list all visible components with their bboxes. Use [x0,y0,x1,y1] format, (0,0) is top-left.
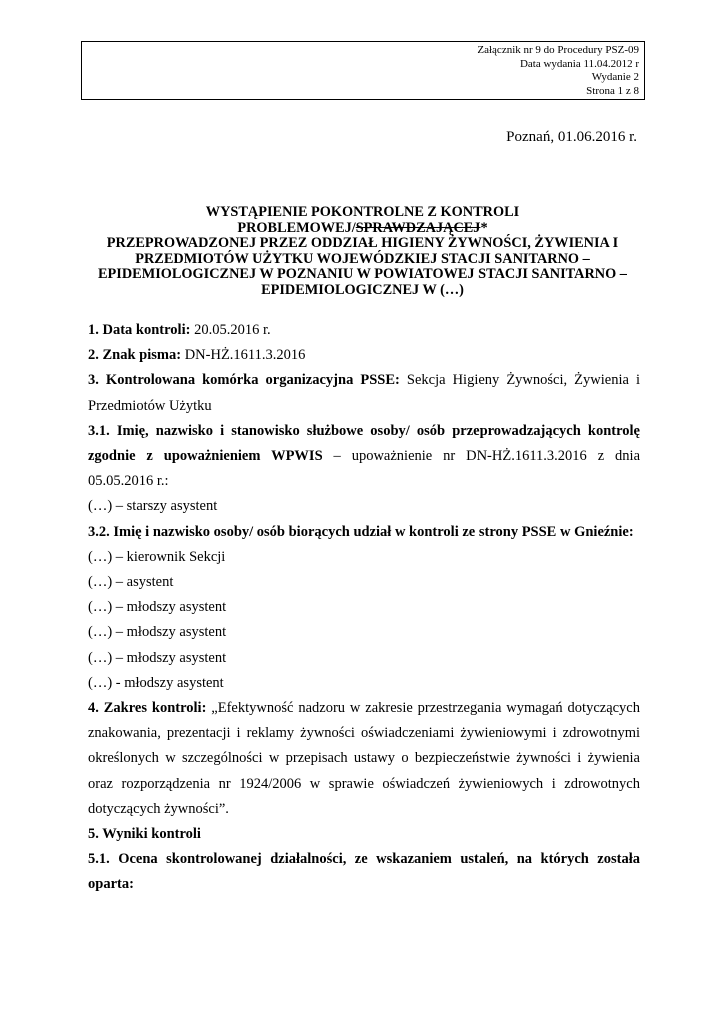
title-line-2 [80,221,645,237]
title-line-3: PRZEPROWADZONEJ PRZEZ ODDZIAŁ HIGIENY ŻYWNOŚCI, ŻYWIENIA I [106,235,619,251]
header-page: Strona 1 z 8 [586,84,639,97]
section-1-value: 20.05.2016 r. [190,322,271,338]
title-line-1: WYSTĄPIENIE POKONTROLNE Z KONTROLI [205,204,520,220]
header-attachment: Załącznik nr 9 do Procedury PSZ-09 [477,44,639,56]
header-edition: Wydanie 2 [591,71,639,83]
section-3-1-label: 3.1. Imię, nazwisko i stanowisko służbowe osoby/ osób przeprowadzających kontrolę zgodnie z upoważnieniem WPWIS [88,422,640,465]
title-line-4: PRZEDMIOTÓW UŻYTKU WOJEWÓDZKIEJ STACJI SANITARNO – [135,250,590,267]
document-body [88,318,640,898]
title-struck-word: SPRAWDZAJĄCEJ [355,219,481,236]
section-5 [88,822,640,847]
section-5-label: 5. Wyniki kontroli [88,826,201,843]
place-date: Poznań, 01.06.2016 r. [506,129,637,145]
section-3-label: 3. Kontrolowana komórka organizacyjna PSSE: [88,372,400,389]
participant-item: (…) – asystent [88,574,174,591]
section-1 [88,318,640,343]
participant-item: (…) - młodszy asystent [88,674,224,691]
section-3-2 [88,520,640,545]
section-4-value: „Efektywność nadzoru w zakresie przestrzegania wymagań dotyczących znakowania, prezentacji i reklamy żywności oświadczeniami żywieniowymi i zdrowotnymi określonych w szczególności w przepisach ustawy o bezpieczeństwie żywności i żywienia oraz rozporządzenia nr 1924/2006 w sprawie oświadczeń żywieniowych i zdrowotnych dotyczących żywności”. [88,700,640,817]
document-header-box [81,41,645,100]
participant-item: (…) – kierownik Sekcji [88,548,226,565]
section-3-1-value: – upoważnienie nr DN-HŻ.1611.3.2016 z dnia 05.05.2016 r.: [88,448,641,490]
header-issue-date: Data wydania 11.04.2012 r [519,57,639,70]
section-5-1-label: 5.1. Ocena skontrolowanej działalności, ze wskazaniem ustaleń, na których została oparta: [88,851,640,893]
section-3-1 [88,419,640,495]
section-4 [88,696,640,822]
section-5-1 [88,847,640,897]
section-3-value: Sekcja Higieny Żywności, Żywienia i Przedmiotów Użytku [88,372,640,414]
section-3 [88,368,640,418]
section-4-label: 4. Zakres kontroli: [88,700,207,717]
header-lines [477,44,639,98]
section-3-2-label: 3.2. Imię i nazwisko osoby/ osób biorących udział w kontroli ze strony PSSE w Gnieźnie: [88,523,634,540]
section-1-label: 1. Data kontroli: [88,322,191,338]
document-title [80,205,645,298]
section-2-label: 2. Znak pisma: [88,347,182,364]
title-problem: PROBLEMOWEJ/ [237,219,356,236]
title-line-5: EPIDEMIOLOGICZNEJ W POZNANIU W POWIATOWEJ STACJI SANITARNO – [98,266,627,282]
section-2 [88,343,640,368]
participant-item: (…) – młodszy asystent [88,599,227,616]
title-asterisk: * [480,219,488,236]
section-3-1-person: (…) – starszy asystent [88,498,218,515]
participant-item: (…) – młodszy asystent [88,649,227,666]
section-2-value: DN-HŻ.1611.3.2016 [181,347,306,364]
participant-item: (…) – młodszy asystent [88,624,227,641]
title-line-6: EPIDEMIOLOGICZNEJ W (…) [261,281,464,298]
